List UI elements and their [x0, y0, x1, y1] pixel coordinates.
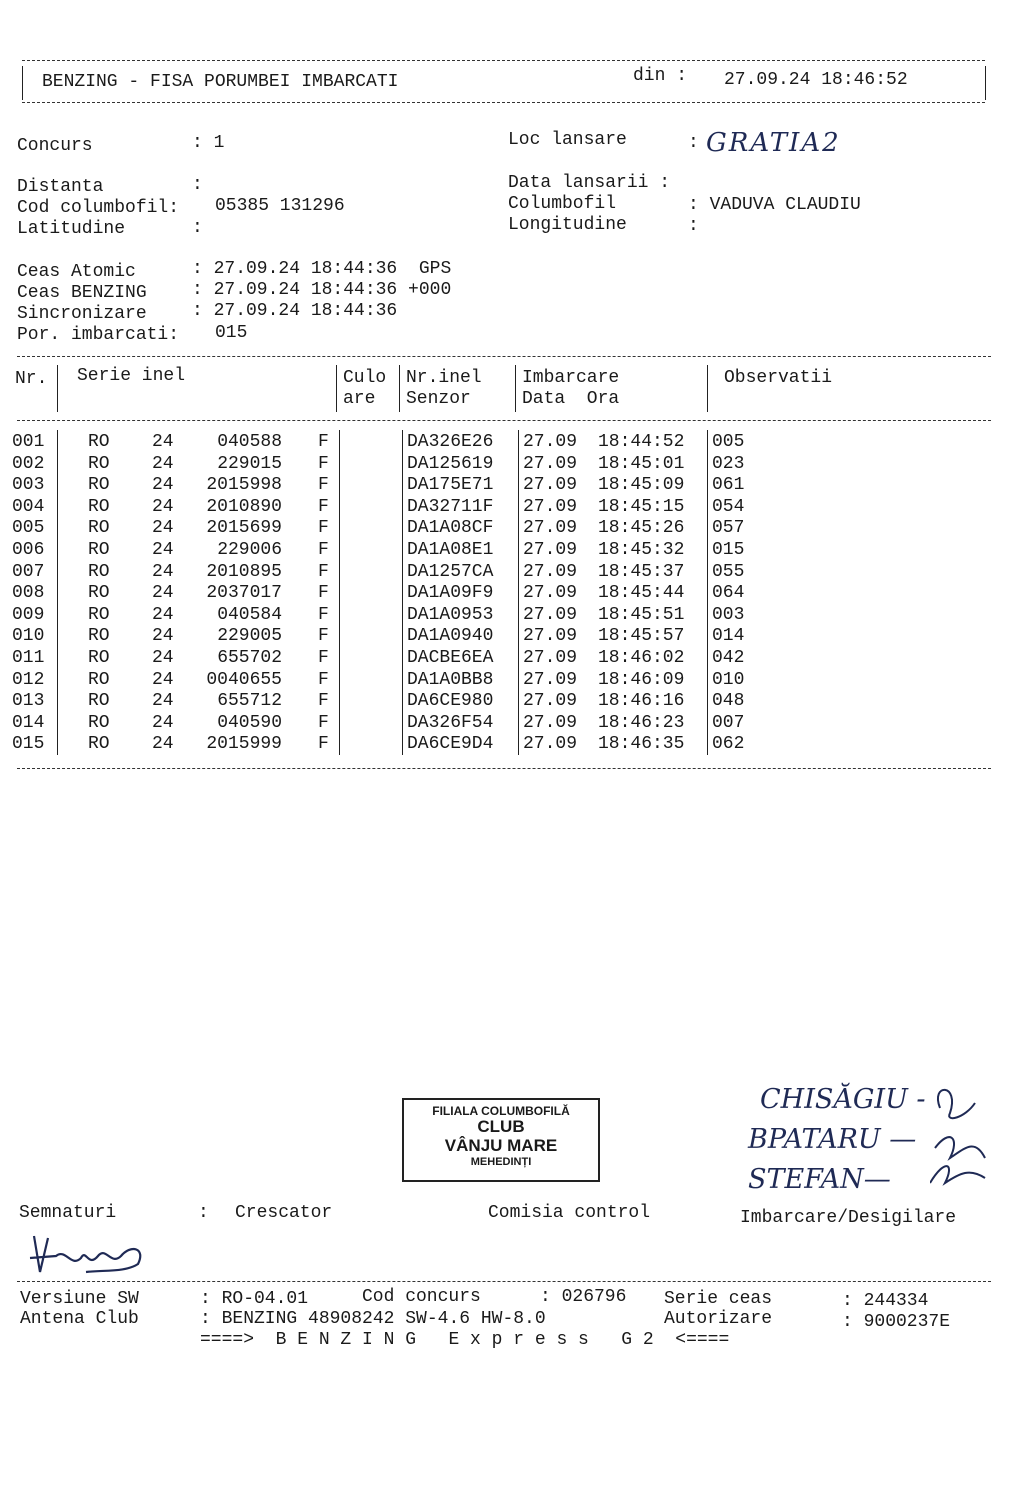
cell-sex: F: [318, 496, 329, 517]
data-lansarii-label: Data lansarii :: [508, 173, 671, 193]
ceas-atomic-label: Ceas Atomic: [17, 262, 136, 282]
cell-ora: 18:46:02: [598, 648, 685, 668]
cell-ring-number: 2037017: [206, 583, 282, 604]
cell-nr: 006: [12, 540, 45, 560]
cell-nr: 012: [12, 669, 45, 690]
cell-nr: 008: [12, 583, 45, 604]
cell-senzor: DA175E71: [407, 475, 494, 496]
cell-senzor: DA1A09F9: [407, 583, 494, 604]
col-header-culoare-2: are: [343, 389, 376, 409]
col-divider: [515, 365, 516, 412]
cell-ora: 18:46:23: [598, 712, 685, 733]
cell-year: 24: [152, 691, 174, 712]
cell-country: RO: [88, 475, 110, 496]
latitudine-label: Latitudine: [17, 219, 126, 239]
cell-nr: 007: [12, 561, 45, 582]
cell-ora: 18:45:57: [598, 626, 685, 647]
cell-observatii: 055: [712, 561, 745, 582]
cell-senzor: DA6CE980: [407, 691, 494, 712]
cell-nr: 011: [12, 648, 45, 668]
cell-year: 24: [152, 496, 174, 517]
cell-year: 24: [152, 669, 174, 690]
footer-divider: [17, 1281, 991, 1282]
stamp-line-3: VÂNJU MARE: [444, 1136, 558, 1155]
cell-observatii: 014: [712, 626, 745, 647]
table-row: [0, 540, 1000, 561]
cell-senzor: DA1A0953: [407, 604, 494, 625]
col-divider: [336, 365, 337, 412]
cell-country: RO: [88, 691, 110, 712]
cell-observatii: 007: [712, 712, 745, 733]
cell-ring-number: 2010895: [206, 561, 282, 582]
cell-nr: 015: [12, 734, 45, 755]
versiune-sw-value: : RO-04.01: [200, 1289, 309, 1309]
col-header-serie: Serie inel: [77, 366, 186, 386]
cell-data: 27.09: [523, 604, 578, 625]
table-row: [0, 518, 1000, 539]
cell-data: 27.09: [523, 648, 578, 668]
table-row: [0, 626, 1000, 647]
cell-observatii: 042: [712, 648, 745, 668]
cell-senzor: DA1A0BB8: [407, 669, 494, 690]
cell-observatii: 061: [712, 475, 745, 496]
cell-country: RO: [88, 712, 110, 733]
col-header-nrinel-1: Nr.inel: [406, 368, 482, 388]
cell-data: 27.09: [523, 669, 578, 690]
cod-columbofil-value: 05385 131296: [215, 196, 345, 216]
cell-senzor: DA1257CA: [407, 561, 494, 582]
cell-year: 24: [152, 712, 174, 733]
cell-senzor: DA326E26: [407, 432, 494, 452]
table-top-border: [17, 356, 991, 357]
col-divider: [399, 365, 400, 412]
sincronizare-label: Sincronizare: [17, 304, 147, 324]
cell-year: 24: [152, 475, 174, 496]
antena-club-value: : BENZING 48908242 SW-4.6 HW-8.0: [200, 1309, 546, 1329]
cell-senzor: DA32711F: [407, 496, 494, 517]
table-header-divider: [17, 420, 991, 421]
cell-sex: F: [318, 691, 329, 712]
cell-data: 27.09: [523, 583, 578, 604]
cell-ora: 18:45:37: [598, 561, 685, 582]
din-value: 27.09.24 18:46:52: [724, 70, 908, 90]
handwritten-signature-initials: [930, 1078, 990, 1188]
col-header-culoare-1: Culo: [343, 368, 387, 388]
cell-ora: 18:45:44: [598, 583, 685, 604]
cell-sex: F: [318, 583, 329, 604]
cod-concurs-value: : 026796: [540, 1287, 627, 1307]
table-row: [0, 475, 1000, 496]
autorizare-value: : 9000237E: [842, 1312, 951, 1332]
cell-sex: F: [318, 453, 329, 474]
cell-ring-number: 0040655: [206, 669, 282, 690]
table-row: [0, 713, 1000, 734]
cell-ring-number: 2015999: [206, 734, 282, 755]
cell-senzor: DA6CE9D4: [407, 734, 494, 755]
cell-country: RO: [88, 604, 110, 625]
col-header-observatii: Observatii: [724, 368, 833, 388]
document-title: BENZING - FISA PORUMBEI IMBARCATI: [42, 72, 399, 92]
comisia-control-label: Comisia control: [488, 1203, 651, 1223]
cell-ring-number: 040588: [217, 432, 282, 452]
por-imbarcati-label: Por. imbarcati:: [17, 325, 180, 345]
cell-ring-number: 2015998: [206, 475, 282, 496]
cell-senzor: DACBE6EA: [407, 648, 494, 668]
cell-data: 27.09: [523, 540, 578, 560]
cell-data: 27.09: [523, 712, 578, 733]
cell-observatii: 015: [712, 540, 745, 560]
table-row: [0, 454, 1000, 475]
concurs-label: Concurs: [17, 136, 93, 156]
concurs-value: : 1: [192, 133, 225, 153]
cell-ora: 18:45:32: [598, 540, 685, 560]
ceas-atomic-value: : 27.09.24 18:44:36 GPS: [192, 259, 452, 279]
cell-data: 27.09: [523, 496, 578, 517]
ceas-benzing-value: : 27.09.24 18:44:36 +000: [192, 280, 452, 300]
cell-sex: F: [318, 669, 329, 690]
cell-country: RO: [88, 734, 110, 755]
ceas-benzing-label: Ceas BENZING: [17, 283, 147, 303]
header-right-border: [985, 66, 986, 100]
cell-ring-number: 655702: [217, 648, 282, 668]
stamp-line-4: MEHEDINȚI: [470, 1156, 532, 1168]
cell-data: 27.09: [523, 518, 578, 539]
handwritten-name-3: STEFAN—: [748, 1164, 891, 1195]
cell-sex: F: [318, 734, 329, 755]
serie-ceas-value: : 244334: [842, 1291, 929, 1311]
cell-country: RO: [88, 518, 110, 539]
table-row: [0, 734, 1000, 755]
cell-ora: 18:45:51: [598, 604, 685, 625]
cod-concurs-label: Cod concurs: [362, 1287, 481, 1307]
cell-senzor: DA1A0940: [407, 626, 494, 647]
cell-ora: 18:45:01: [598, 453, 685, 474]
cell-data: 27.09: [523, 561, 578, 582]
table-row: [0, 670, 1000, 691]
cell-ora: 18:46:09: [598, 669, 685, 690]
loc-lansare-label: Loc lansare: [508, 130, 627, 150]
sincronizare-value: : 27.09.24 18:44:36: [192, 301, 398, 321]
table-bottom-border: [17, 768, 991, 769]
cell-sex: F: [318, 561, 329, 582]
cell-observatii: 005: [712, 432, 745, 452]
cell-country: RO: [88, 626, 110, 647]
cell-sex: F: [318, 648, 329, 668]
header-bottom-border: [22, 102, 985, 103]
crescator-label: Crescator: [235, 1203, 333, 1223]
cell-observatii: 064: [712, 583, 745, 604]
cell-senzor: DA1A08CF: [407, 518, 494, 539]
cell-year: 24: [152, 604, 174, 625]
din-label: din :: [633, 66, 688, 86]
col-divider: [57, 365, 58, 412]
col-header-nrinel-2: Senzor: [406, 389, 471, 409]
cell-nr: 013: [12, 691, 45, 712]
table-row: [0, 497, 1000, 518]
cell-ring-number: 229006: [217, 540, 282, 560]
cell-senzor: DA1A08E1: [407, 540, 494, 560]
semnaturi-label: Semnaturi: [19, 1203, 117, 1223]
cell-year: 24: [152, 626, 174, 647]
cell-nr: 010: [12, 626, 45, 647]
cell-year: 24: [152, 583, 174, 604]
cell-ora: 18:46:16: [598, 691, 685, 712]
cell-ring-number: 2015699: [206, 518, 282, 539]
handwritten-name-1: CHISĂGIU -: [760, 1084, 926, 1115]
cell-year: 24: [152, 734, 174, 755]
cell-ring-number: 229005: [217, 626, 282, 647]
columbofil-label: Columbofil: [508, 194, 617, 214]
handwritten-name-2: BPATARU —: [748, 1124, 917, 1155]
cell-nr: 009: [12, 604, 45, 625]
table-row: [0, 562, 1000, 583]
cell-senzor: DA125619: [407, 453, 494, 474]
cell-observatii: 023: [712, 453, 745, 474]
cell-observatii: 062: [712, 734, 745, 755]
cell-country: RO: [88, 583, 110, 604]
header-left-border: [22, 66, 23, 100]
por-imbarcati-value: 015: [215, 323, 248, 343]
cell-nr: 002: [12, 453, 45, 474]
cell-country: RO: [88, 540, 110, 560]
table-row: [0, 583, 1000, 604]
semnaturi-colon: :: [198, 1203, 209, 1223]
cell-ring-number: 229015: [217, 453, 282, 474]
cell-data: 27.09: [523, 475, 578, 496]
crescator-signature: [26, 1228, 166, 1276]
distanta-value: :: [192, 175, 203, 195]
cell-ora: 18:44:52: [598, 432, 685, 452]
cell-country: RO: [88, 496, 110, 517]
col-divider: [707, 365, 708, 412]
cell-ora: 18:45:15: [598, 496, 685, 517]
cell-observatii: 057: [712, 518, 745, 539]
cell-data: 27.09: [523, 453, 578, 474]
cell-observatii: 054: [712, 496, 745, 517]
cell-sex: F: [318, 432, 329, 452]
cell-ring-number: 040584: [217, 604, 282, 625]
header-top-border: [22, 60, 985, 61]
cell-country: RO: [88, 453, 110, 474]
table-row: [0, 648, 1000, 669]
cell-sex: F: [318, 712, 329, 733]
cell-sex: F: [318, 626, 329, 647]
cell-data: 27.09: [523, 691, 578, 712]
cell-observatii: 003: [712, 604, 745, 625]
cell-year: 24: [152, 453, 174, 474]
col-header-imbarcare-1: Imbarcare: [522, 368, 620, 388]
cell-nr: 014: [12, 712, 45, 733]
cell-data: 27.09: [523, 432, 578, 452]
cell-ora: 18:45:09: [598, 475, 685, 496]
cell-ora: 18:46:35: [598, 734, 685, 755]
cell-data: 27.09: [523, 734, 578, 755]
benzing-express-banner: ====> B E N Z I N G E x p r e s s G 2 <====: [200, 1330, 730, 1350]
stamp-line-2: CLUB: [477, 1117, 525, 1136]
cell-observatii: 048: [712, 691, 745, 712]
club-stamp: [402, 1098, 600, 1182]
cell-nr: 001: [12, 432, 45, 452]
cell-ora: 18:45:26: [598, 518, 685, 539]
loc-lansare-handwritten: GRATIA2: [706, 128, 841, 158]
cell-ring-number: 2010890: [206, 496, 282, 517]
cell-sex: F: [318, 540, 329, 560]
antena-club-label: Antena Club: [20, 1309, 139, 1329]
cell-observatii: 010: [712, 669, 745, 690]
cell-year: 24: [152, 648, 174, 668]
cell-year: 24: [152, 518, 174, 539]
columbofil-value: : VADUVA CLAUDIU: [688, 195, 861, 215]
cell-year: 24: [152, 432, 174, 452]
cell-country: RO: [88, 648, 110, 668]
cell-sex: F: [318, 475, 329, 496]
cod-columbofil-label: Cod columbofil:: [17, 198, 180, 218]
longitudine-value: :: [688, 216, 699, 236]
serie-ceas-label: Serie ceas: [664, 1289, 773, 1309]
latitudine-value: :: [192, 218, 203, 238]
cell-year: 24: [152, 540, 174, 560]
stamp-line-1: FILIALA COLUMBOFILĂ: [432, 1104, 570, 1118]
loc-lansare-colon: :: [688, 133, 699, 153]
cell-sex: F: [318, 518, 329, 539]
distanta-label: Distanta: [17, 177, 104, 197]
table-row: [0, 691, 1000, 712]
cell-year: 24: [152, 561, 174, 582]
col-header-imbarcare-2: Data Ora: [522, 389, 620, 409]
cell-nr: 003: [12, 475, 45, 496]
versiune-sw-label: Versiune SW: [20, 1289, 139, 1309]
autorizare-label: Autorizare: [664, 1309, 773, 1329]
cell-senzor: DA326F54: [407, 712, 494, 733]
table-row: [0, 432, 1000, 453]
cell-nr: 005: [12, 518, 45, 539]
col-header-nr: Nr.: [15, 369, 48, 389]
cell-country: RO: [88, 669, 110, 690]
cell-country: RO: [88, 432, 110, 452]
longitudine-label: Longitudine: [508, 215, 627, 235]
table-row: [0, 605, 1000, 626]
cell-ring-number: 040590: [217, 712, 282, 733]
cell-data: 27.09: [523, 626, 578, 647]
cell-nr: 004: [12, 496, 45, 517]
cell-sex: F: [318, 604, 329, 625]
cell-country: RO: [88, 561, 110, 582]
imbarcare-desigilare-label: Imbarcare/Desigilare: [740, 1208, 957, 1228]
cell-ring-number: 655712: [217, 691, 282, 712]
